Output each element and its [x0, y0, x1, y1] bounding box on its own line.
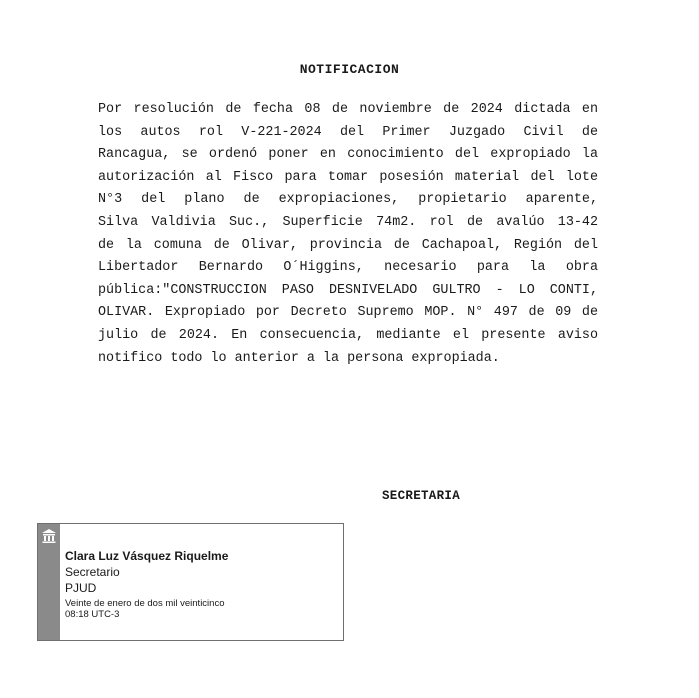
paragraph-line: pública:"CONSTRUCCION PASO DESNIVELADO GULTRO - LO CONTI,: [98, 282, 598, 298]
signer-organization: PJUD: [65, 581, 97, 595]
paragraph-line: Silva Valdivia Suc., Superficie 74m2. rol de avalúo 13-42: [98, 214, 598, 230]
paragraph-line: OLIVAR. Expropiado por Decreto Supremo MOP. N° 497 de 09 de: [98, 305, 598, 321]
notification-paragraph: [98, 99, 598, 370]
signer-name: Clara Luz Vásquez Riquelme: [65, 549, 229, 563]
paragraph-line: de la comuna de Olivar, provincia de Cachapoal, Región del: [98, 237, 598, 253]
signer-role: Secretario: [65, 565, 120, 579]
signature-time: 08:18 UTC-3: [65, 609, 120, 620]
paragraph-line: Libertador Bernardo O´Higgins, necesario para la obra: [98, 260, 598, 276]
signature-date: Veinte de enero de dos mil veinticinco: [65, 598, 225, 609]
paragraph-line: Por resolución de fecha 08 de noviembre de 2024 dictada en: [98, 102, 598, 117]
paragraph-line: autorización al Fisco para tomar posesión material del lote: [98, 169, 598, 185]
paragraph-line: julio de 2024. En consecuencia, mediante el presente aviso: [98, 327, 598, 343]
signature-side-bar: [38, 524, 60, 640]
signer-title: SECRETARIA: [382, 489, 461, 503]
signature-details: [65, 548, 228, 620]
paragraph-line: N°3 del plano de expropiaciones, propietario aparente,: [98, 192, 598, 208]
seal-icon: [41, 528, 57, 544]
paragraph-line: Rancagua, se ordenó poner en conocimiento del expropiado la: [98, 147, 598, 163]
paragraph-line: notifico todo lo anterior a la persona expropiada.: [98, 350, 500, 366]
electronic-signature-box: [37, 523, 344, 641]
document-title: NOTIFICACION: [299, 62, 400, 77]
paragraph-line: los autos rol V-221-2024 del Primer Juzgado Civil de: [98, 124, 598, 140]
